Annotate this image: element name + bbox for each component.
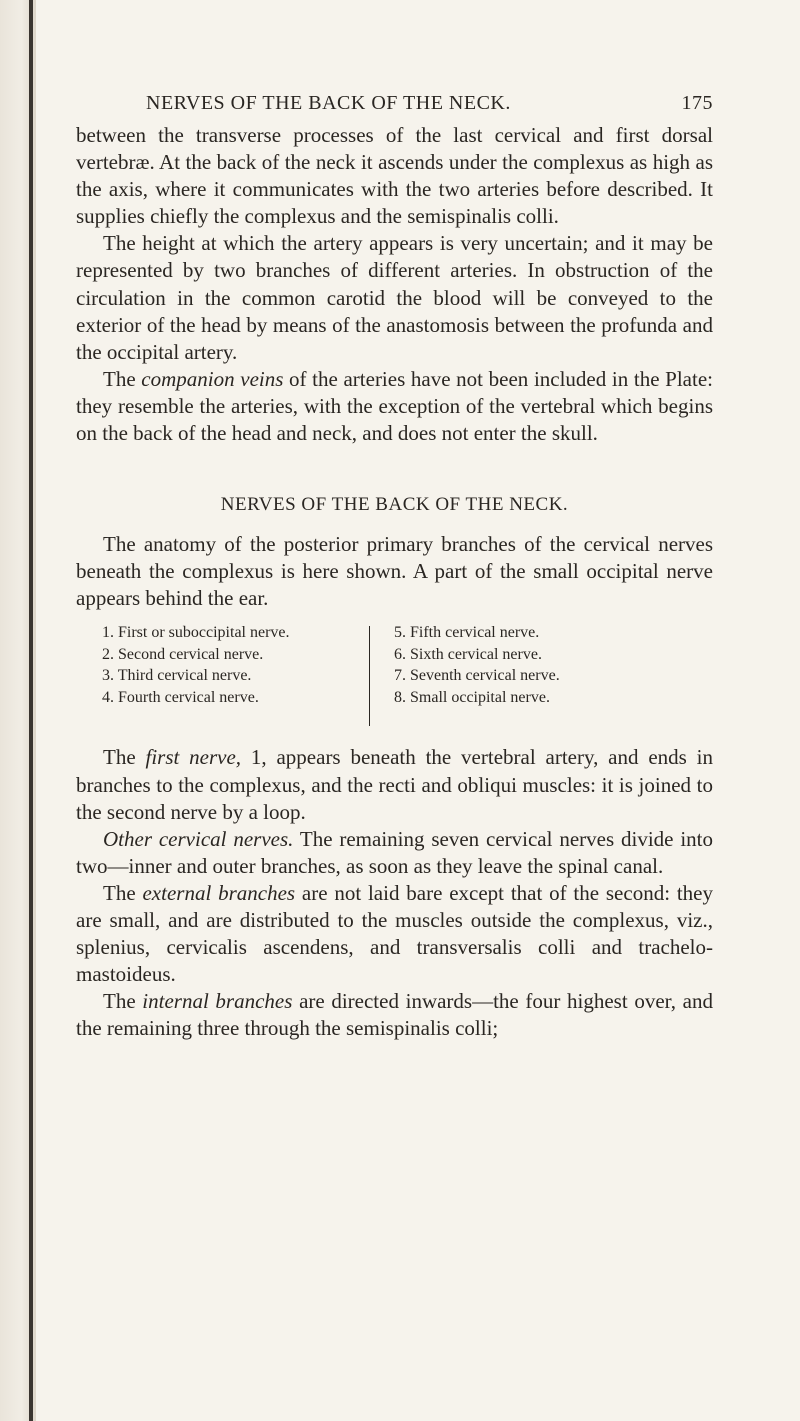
legend-column-left [102, 622, 290, 708]
paragraph-anatomy-intro: The anatomy of the posterior primary branches of the cervical nerves beneath the complexus is here shown. A part of the small occipital nerve appears behind the ear. [76, 532, 713, 611]
italic-term: first nerve, [145, 745, 242, 770]
text-rest: are not laid bare except that of the second: they are small, and are distributed to the muscles outside the complexus, viz., splenius, cervicalis ascendens, and transversalis colli and trachelo-mastoideus. [76, 880, 713, 987]
text-rest: 1, appears beneath the vertebral artery, and ends in branches to the complexus, and the recti and obliqui muscles: it is joined to the second nerve by a loop. [76, 745, 713, 824]
italic-term: companion veins [141, 366, 284, 391]
page-content [76, 88, 713, 1042]
italic-term: internal branches [142, 989, 293, 1014]
legend-item: 6. Sixth cervical nerve. [394, 645, 542, 663]
text-rest: The remaining seven cervical nerves divide into two—inner and outer branches, as soon as they leave the spinal canal. [76, 826, 713, 878]
legend-item: 5. Fifth cervical nerve. [394, 624, 540, 642]
italic-term: external branches [142, 880, 296, 905]
running-header [76, 88, 713, 122]
paragraph-first-nerve [76, 744, 713, 825]
legend-column-right [394, 622, 560, 708]
paragraph-other-nerves [76, 826, 713, 880]
legend-item: 3. Third cervical nerve. [102, 667, 252, 685]
text-lead: The [103, 880, 143, 905]
legend-divider [369, 626, 370, 726]
legend-item: 4. Fourth cervical nerve. [102, 688, 259, 706]
page-number: 175 [681, 92, 713, 114]
figure-legend [76, 622, 713, 730]
paragraph-artery-height: The height at which the artery appears is very uncertain; and it may be represented by two branches of different arteries. In obstruction of the circulation in the common carotid the blood will be conveyed to the exterior of the head by means of the anastomosis between the profunda and the occipital artery. [76, 231, 713, 364]
paragraph-continued: between the transverse processes of the last cervical and first dorsal vertebræ. At the back of the neck it ascends under the complexus as high as the axis, where it communicates with the two arteries before described. It supplies chiefly the complexus and the semispinalis colli. [76, 123, 713, 229]
italic-term: Other cervical nerves. [103, 826, 294, 851]
legend-item: 2. Second cervical nerve. [102, 645, 264, 663]
paragraph-companion-veins [76, 366, 713, 447]
paragraph-internal-branches [76, 988, 713, 1042]
text-lead: The [103, 366, 142, 391]
legend-item: 7. Seventh cervical nerve. [394, 667, 560, 685]
page-binding-edge [29, 0, 33, 1421]
legend-item: 8. Small occipital nerve. [394, 688, 550, 706]
legend-item: 1. First or suboccipital nerve. [102, 624, 290, 642]
running-title: NERVES OF THE BACK OF THE NECK. [146, 92, 511, 114]
text-lead: The [103, 989, 143, 1014]
text-rest: of the arteries have not been included in the Plate: they resemble the arteries, with the exception of the vertebral which begins on the back of the head and neck, and does not enter the skull. [76, 366, 713, 446]
paragraph-external-branches [76, 880, 713, 988]
text-rest: are directed inwards—the four highest over, and the remaining three through the semispinalis colli; [76, 989, 713, 1041]
text-lead: The [103, 745, 146, 770]
section-title: NERVES OF THE BACK OF THE NECK. [220, 494, 569, 516]
